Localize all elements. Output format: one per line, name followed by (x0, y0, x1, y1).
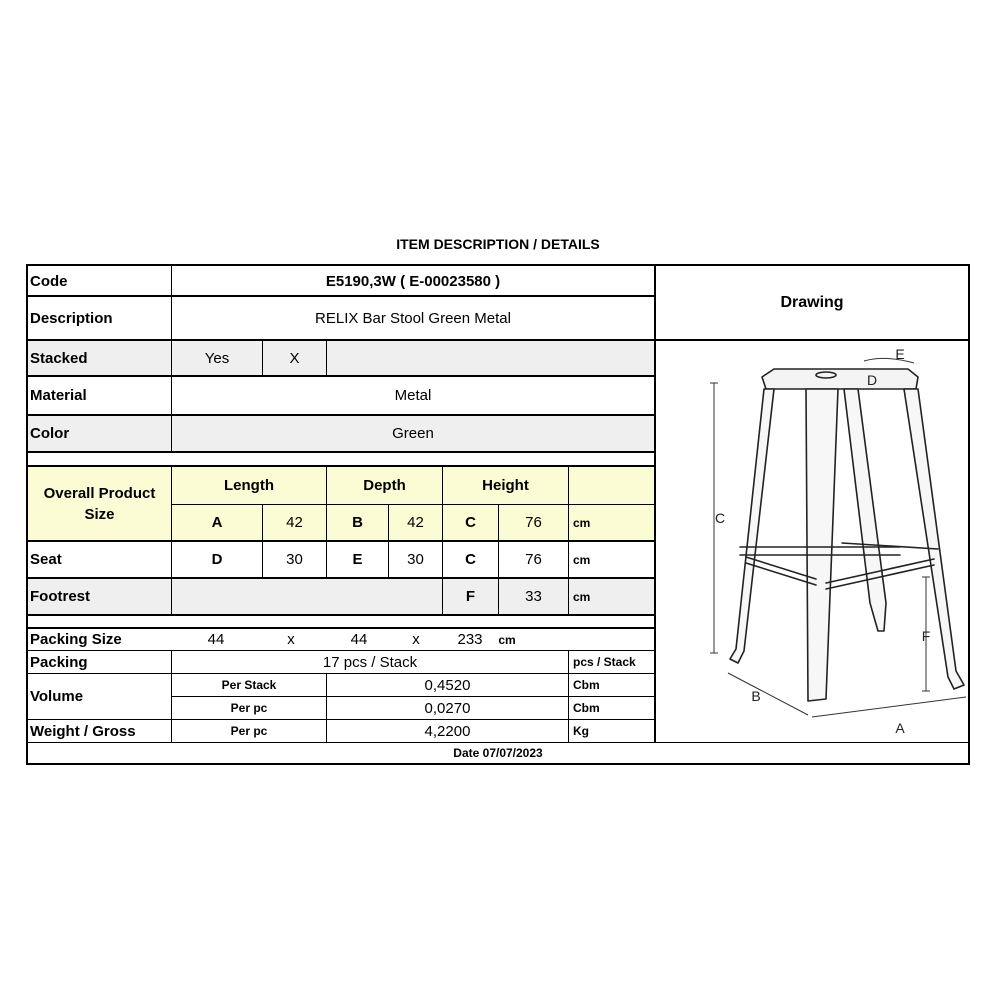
packing-size-unit: cm (498, 632, 516, 647)
seat-label: Seat (30, 551, 62, 568)
packing-size-length: 44 (207, 631, 225, 648)
overall-height-value: 76 (525, 514, 542, 531)
packing-size-x: x (287, 631, 295, 648)
seat-length-value: 30 (286, 551, 303, 568)
seat-depth-value: 30 (407, 551, 424, 568)
packing-value: 17 pcs / Stack (322, 653, 418, 671)
footrest-label: Footrest (30, 588, 90, 605)
bar-stool-drawing (656, 341, 968, 742)
volume-label: Volume (30, 688, 84, 705)
color-label: Color (30, 425, 70, 442)
col-divider (326, 341, 327, 375)
seat-height-value: 76 (525, 551, 542, 568)
depth-header: Depth (363, 477, 406, 494)
volume-per-stack-unit: Cbm (573, 678, 600, 692)
item-details-table (26, 264, 970, 764)
packing-label: Packing (30, 653, 88, 671)
volume-per-stack-value: 0,4520 (424, 676, 471, 694)
overall-depth-value: 42 (407, 514, 424, 531)
weight-value: 4,2200 (424, 722, 471, 740)
packing-unit: pcs / Stack (573, 655, 636, 669)
code-label: Code (30, 272, 68, 290)
volume-per-pc-value: 0,0270 (424, 699, 471, 717)
seat-height-letter: C (465, 551, 476, 568)
drawing-header: Drawing (780, 294, 844, 311)
material-label: Material (30, 387, 87, 404)
volume-per-pc-unit: Cbm (573, 701, 600, 715)
dimension-label-b: B (751, 688, 761, 704)
volume-per-stack-basis: Per Stack (221, 678, 277, 692)
date-footer: Date 07/07/2023 (453, 745, 543, 760)
dimension-label-f: F (921, 628, 931, 644)
footrest-unit: cm (573, 589, 591, 604)
stacked-label: Stacked (30, 349, 88, 367)
packing-size-depth: 44 (350, 631, 368, 648)
weight-label: Weight / Gross (30, 722, 136, 740)
code-value: E5190,3W ( E-00023580 ) (325, 272, 501, 290)
row-divider (26, 451, 654, 453)
overall-size-label: Overall Product Size (43, 484, 156, 523)
weight-basis: Per pc (230, 724, 268, 738)
overall-height-letter: C (465, 514, 476, 531)
weight-unit: Kg (573, 724, 589, 738)
height-header: Height (482, 477, 529, 494)
description-label: Description (30, 310, 113, 327)
row-divider (26, 614, 654, 616)
volume-per-pc-basis: Per pc (230, 701, 268, 715)
overall-length-value: 42 (286, 514, 303, 531)
page-title: ITEM DESCRIPTION / DETAILS (396, 236, 600, 252)
color-value: Green (392, 425, 434, 442)
description-value: RELIX Bar Stool Green Metal (315, 310, 511, 327)
overall-length-letter: A (211, 514, 223, 531)
packing-size-height: 233 (457, 631, 483, 648)
stacked-answer: Yes (204, 349, 230, 367)
packing-size-label: Packing Size (30, 631, 122, 648)
footrest-value: 33 (525, 588, 542, 605)
seat-unit: cm (573, 552, 591, 567)
material-value: Metal (394, 387, 432, 404)
length-header: Length (224, 477, 274, 494)
overall-depth-letter: B (352, 514, 363, 531)
stacked-mark: X (289, 349, 300, 367)
footrest-letter: F (465, 588, 476, 605)
seat-length-letter: D (211, 551, 223, 568)
dimension-label-a: A (895, 720, 905, 736)
packing-size-x: x (412, 631, 420, 648)
dimension-label-d: D (866, 372, 878, 388)
overall-unit: cm (573, 515, 591, 530)
dimension-label-e: E (895, 346, 905, 362)
dimension-label-c: C (714, 510, 726, 526)
seat-depth-letter: E (352, 551, 363, 568)
